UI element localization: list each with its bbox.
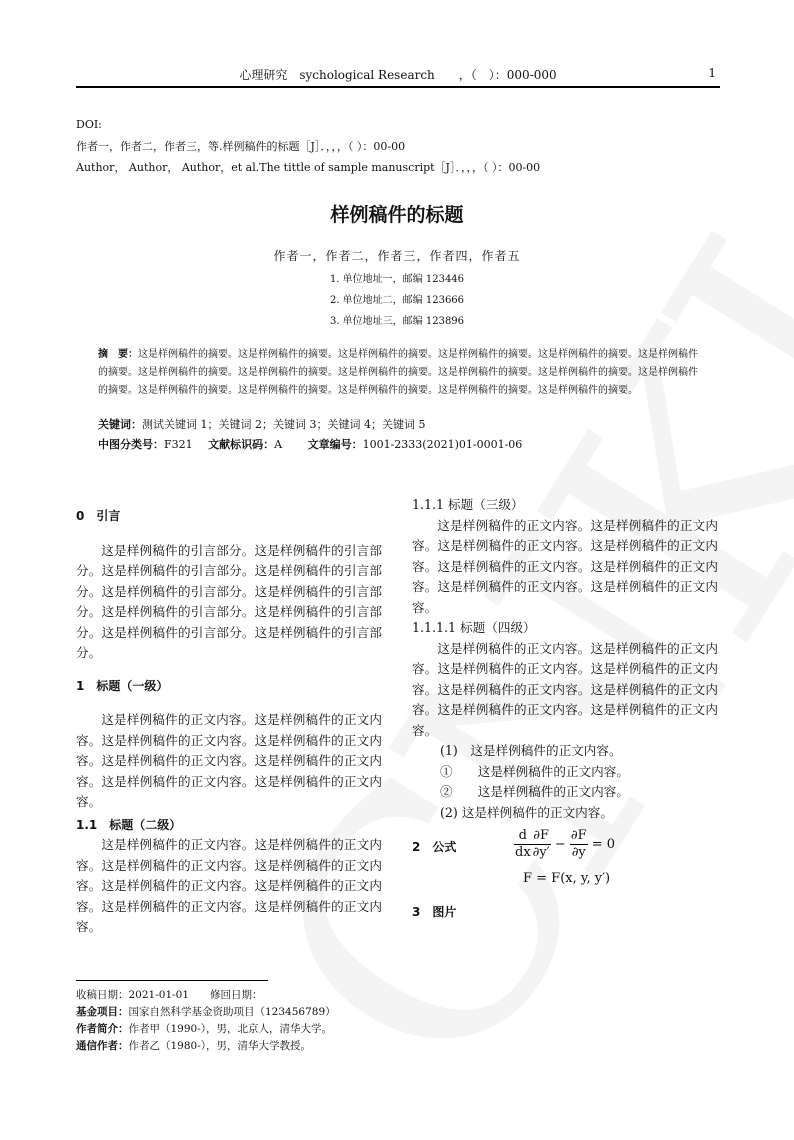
clc-label: 中图分类号： [98, 438, 164, 451]
fraction-dF-dy: $\frac{\partial F}{\partial y}$ [570, 828, 587, 860]
affiliation-2: 2. 单位地址二，邮编 123666 [329, 295, 465, 306]
section-0-heading: 0 引言 [76, 509, 121, 523]
doi-line: DOI: [76, 118, 102, 131]
section-1-heading: 1 标题（一级） [76, 678, 169, 693]
abstract-text: 这是样例稿件的摘要。这是样例稿件的摘要。这是样例稿件的摘要。这是样例稿件的摘要。这是样例稿件的摘要。这是样例稿件的摘要。这是样例稿件的摘要。这是样例稿件的摘要。这是样例稿件的摘要。这是样例稿件的摘要。这是样例稿件的摘要。这是样例稿件的摘要。这是样例稿件的摘要。这是样例稿件的摘要。这是样例稿件的摘要。这是样例稿件的摘要。这是样例稿件的摘要。 [98, 349, 698, 396]
doc-code-value: A [274, 438, 283, 451]
author-list: 作者一，作者二，作者三，作者四，作者五 [273, 249, 521, 263]
fund-info [76, 1004, 336, 1019]
fraction-dF-dyp: $\frac{\partial F}{\partial y'}$ [532, 828, 550, 860]
corresponding-author [76, 1038, 311, 1053]
journal-header: 心理研究 sychological Research ，（ ）：000-000 [239, 68, 557, 82]
header-rule [76, 86, 720, 88]
bio-label: 作者简介： [76, 1023, 129, 1035]
received-date: 收稿日期：2021-01-01 修回日期： [76, 989, 263, 1001]
citation-en: Author， Author， Author，et al.The tittle of sample manuscript［J］．，，，（ ）：00-00 [76, 161, 541, 174]
minus-sign: − [554, 837, 566, 852]
list-item: (2) 这是样例稿件的正文内容。 [440, 804, 613, 820]
fraction-d-dx: $\frac{d}{dx}$ [515, 828, 531, 860]
page-number: 1 [708, 66, 716, 80]
article-no-value: 1001-2333(2021)01-0001-06 [362, 438, 523, 451]
list-item: ② 这是样例稿件的正文内容。 [440, 784, 629, 799]
classification-line [98, 436, 522, 452]
running-header [76, 66, 720, 86]
paper-title: 样例稿件的标题 [330, 204, 464, 226]
affiliation-3: 3. 单位地址三，邮编 123896 [329, 316, 465, 327]
section-2-heading: 2 公式 [412, 840, 457, 854]
clc-value: F321 [164, 438, 193, 451]
equation-1 [514, 828, 615, 861]
equals-zero: = 0 [591, 837, 616, 852]
keywords [98, 416, 702, 434]
section-1-1-paragraph: 这是样例稿件的正文内容。这是样例稿件的正文内容。这是样例稿件的正文内容。这是样例稿件的正文内容。这是样例稿件的正文内容。这是样例稿件的正文内容。这是样例稿件的正文内容。这是样例稿件的正文内容。 [76, 837, 382, 934]
author-bio [76, 1021, 332, 1036]
intro-paragraph: 这是样例稿件的引言部分。这是样例稿件的引言部分。这是样例稿件的引言部分。这是样例稿件的引言部分。这是样例稿件的引言部分。这是样例稿件的引言部分。这是样例稿件的引言部分。这是样例稿件的引言部分。这是样例稿件的引言部分。这是样例稿件的引言部分。 [76, 542, 382, 660]
list-item: ① 这是样例稿件的正文内容。 [440, 763, 629, 779]
article-no-label: 文章编号： [307, 438, 363, 451]
fund-value: 国家自然科学基金资助项目（123456789） [128, 1006, 336, 1018]
section-1-1-1-paragraph: 这是样例稿件的正文内容。这是样例稿件的正文内容。这是样例稿件的正文内容。这是样例稿件的正文内容。这是样例稿件的正文内容。这是样例稿件的正文内容。这是样例稿件的正文内容。这是样例稿件的正文内容。 [412, 517, 718, 615]
section-1-1-heading: 1.1 标题（二级） [76, 817, 182, 832]
keywords-text: 测试关键词 1；关键词 2；关键词 3；关键词 4；关键词 5 [142, 418, 426, 431]
corr-value: 作者乙（1980-），男，清华大学教授。 [128, 1040, 312, 1052]
corr-label: 通信作者： [76, 1040, 129, 1052]
fund-label: 基金项目： [76, 1006, 129, 1018]
section-1-1-1-1-paragraph: 这是样例稿件的正文内容。这是样例稿件的正文内容。这是样例稿件的正文内容。这是样例稿件的正文内容。这是样例稿件的正文内容。这是样例稿件的正文内容。这是样例稿件的正文内容。这是样例稿件的正文内容。 [412, 640, 718, 738]
affiliation-1: 1. 单位地址一，邮编 123446 [329, 274, 465, 285]
section-3-heading: 3 图片 [412, 905, 457, 919]
citation-cn: 作者一，作者二，作者三，等.样例稿件的标题［J］．，，，（ ）：00-00 [76, 140, 406, 153]
section-1-1-1-heading: 1.1.1 标题（三级） [412, 497, 524, 512]
list-item: (1) 这是样例稿件的正文内容。 [440, 743, 622, 758]
section-1-1-1-1-heading: 1.1.1.1 标题（四级） [412, 620, 536, 635]
keywords-label: 关键词： [98, 418, 142, 431]
left-column [76, 506, 382, 938]
right-column [412, 495, 718, 858]
bio-value: 作者甲（1990-），男，北京人，清华大学。 [128, 1023, 333, 1035]
section-1-paragraph: 这是样例稿件的正文内容。这是样例稿件的正文内容。这是样例稿件的正文内容。这是样例稿件的正文内容。这是样例稿件的正文内容。这是样例稿件的正文内容。这是样例稿件的正文内容。这是样例稿件的正文内容。 [76, 712, 382, 809]
abstract [98, 346, 702, 400]
equation-2: F = F(x, y, y′) [523, 871, 611, 886]
doc-code-label: 文献标识码： [208, 438, 275, 451]
abstract-label: 摘 要： [98, 349, 138, 360]
footnote-rule [76, 980, 268, 981]
